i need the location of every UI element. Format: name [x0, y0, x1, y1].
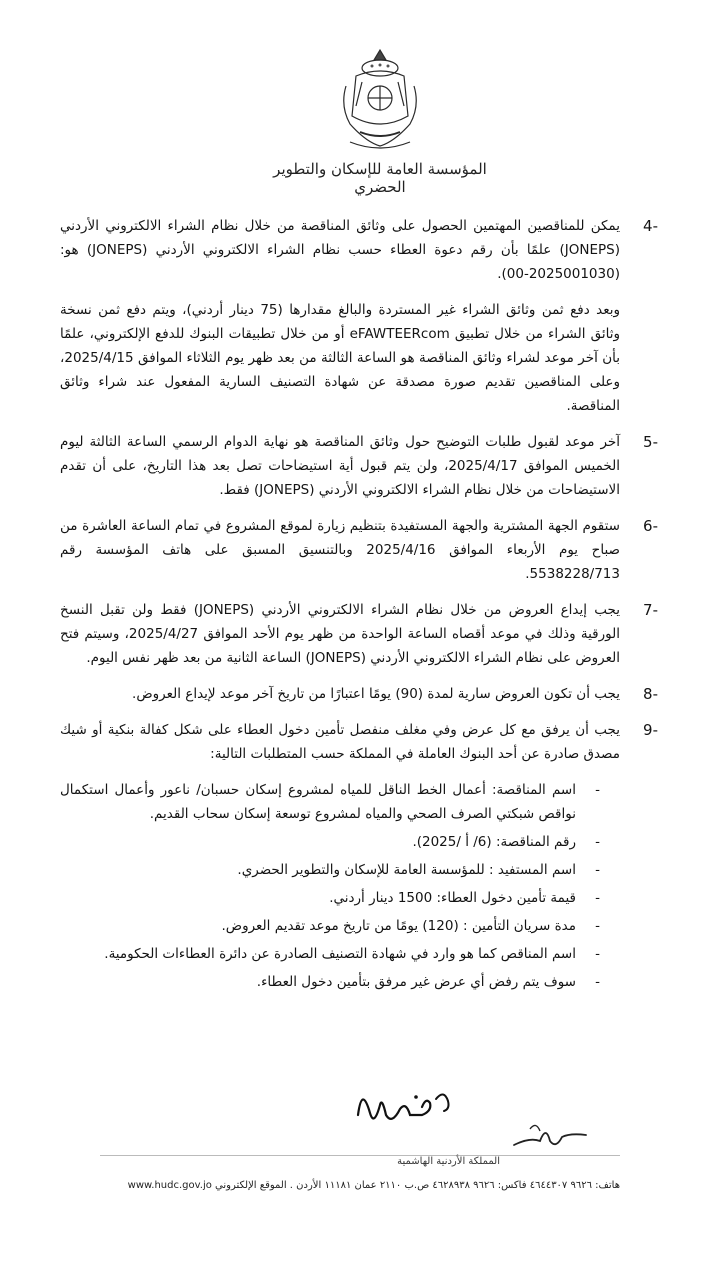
list-item: - اسم المستفيد : للمؤسسة العامة للإسكان والتطوير الحضري. [60, 858, 576, 882]
item-number: 8- [643, 685, 658, 703]
list-item: - رقم المناقصة: (6/ أ /2025). [60, 830, 576, 854]
condition-item-7 [60, 598, 658, 670]
footer-contact [100, 1180, 620, 1191]
paragraph: يجب إيداع العروض من خلال نظام الشراء الالكتروني الأردني (JONEPS) فقط ولن تقبل النسخ الورقية وذلك في موعد أقصاه الساعة الواحدة من ظهر يوم الأحد الموافق 2025/4/27، وسيتم فتح العروض على نظام الشراء الالكتروني الأردني (JONEPS) الساعة الثانية من بعد ظهر نفس اليوم. [60, 602, 620, 666]
contact-details: هاتف: ٩٦٢٦ ٤٦٤٤٣٠٧ فاكس: ٩٦٢٦ ٤٦٢٨٩٣٨ ص.ب ٢١١٠ عمان ١١١٨١ الأردن . الموقع الإلكتروني [215, 1180, 620, 1191]
condition-item-8 [60, 682, 658, 706]
footer-country: المملكة الأردنية الهاشمية [397, 1156, 500, 1167]
organization-name: المؤسسة العامة للإسكان والتطوير الحضري [273, 160, 487, 196]
list-item: - قيمة تأمين دخول العطاء: 1500 دينار أردني. [60, 886, 576, 910]
condition-item-4 [60, 214, 658, 418]
item-number: 7- [643, 601, 658, 619]
signature-image [352, 1075, 462, 1135]
tender-conditions [60, 214, 658, 1006]
list-item: - سوف يتم رفض أي عرض غير مرفق بتأمين دخول العطاء. [60, 970, 576, 994]
guarantee-requirements-list [60, 778, 620, 994]
paragraph: يجب أن تكون العروض سارية لمدة (90) يومًا اعتبارًا من تاريخ آخر موعد لإيداع العروض. [132, 686, 620, 702]
list-item: - مدة سريان التأمين : (120) يومًا من تاريخ موعد تقديم العروض. [60, 914, 576, 938]
condition-item-9 [60, 718, 658, 994]
paragraph: يمكن للمناقصين المهتمين الحصول على وثائق المناقصة من خلال نظام الشراء الالكتروني الأردني (JONEPS) علمًا بأن رقم دعوة العطاء حسب نظام الشراء الالكتروني الأردني (JONEPS) هو: (2025001030-00). [60, 218, 620, 282]
paragraph: يجب أن يرفق مع كل عرض وفي مغلف منفصل تأمين دخول العطاء على شكل كفالة بنكية أو شيك مصدق صادرة عن أحد البنوك العاملة في المملكة حسب المتطلبات التالية: [60, 722, 620, 762]
paragraph: وبعد دفع ثمن وثائق الشراء غير المستردة والبالغ مقدارها (75 دينار أردني)، ويتم دفع ثمن نسخة وثائق الشراء من خلال تطبيق eFAWTEERcom أو من خلال تطبيقات البنوك للدفع الإلكتروني، علمًا بأن آخر موعد لشراء وثائق المناقصة هو الساعة الثالثة من بعد ظهر يوم الثلاثاء الموافق 2025/4/15، وعلى المناقصين تقديم صورة مصدقة عن شهادة التصنيف السارية المفعول عند شراء وثائق المناقصة. [60, 302, 620, 414]
paragraph: آخر موعد لقبول طلبات التوضيح حول وثائق المناقصة هو نهاية الدوام الرسمي الساعة الثالثة ليوم الخميس الموافق 2025/4/17، ولن يتم قبول أية استيضاحات تصل بعد هذا التاريخ، على أن تقدم الاستيضاحات من خلال نظام الشراء الالكتروني الأردني (JONEPS) فقط. [60, 434, 621, 498]
item-number: 6- [643, 517, 658, 535]
website-link[interactable]: www.hudc.gov.jo [127, 1180, 212, 1191]
signature-image [510, 1115, 590, 1155]
list-item: - اسم المناقصة: أعمال الخط الناقل للمياه لمشروع إسكان حسبان/ ناعور وأعمال استكمال نواقص شبكتي الصرف الصحي والمياه لمشروع توسعة إسكان سحاب القديم. [60, 778, 576, 826]
condition-item-6 [60, 514, 658, 586]
paragraph: ستقوم الجهة المشترية والجهة المستفيدة بتنظيم زيارة لموقع المشروع في تمام الساعة العاشرة من صباح يوم الأربعاء الموافق 2025/4/16 وبالتنسيق المسبق على هاتف المؤسسة رقم 5538228/713. [60, 518, 620, 582]
list-item: - اسم المناقص كما هو وارد في شهادة التصنيف الصادرة عن دائرة العطاءات الحكومية. [60, 942, 576, 966]
item-number: 4- [643, 217, 658, 235]
condition-item-5 [60, 430, 658, 502]
item-number: 5- [643, 433, 658, 451]
royal-emblem-icon [336, 46, 424, 156]
item-number: 9- [643, 721, 658, 739]
